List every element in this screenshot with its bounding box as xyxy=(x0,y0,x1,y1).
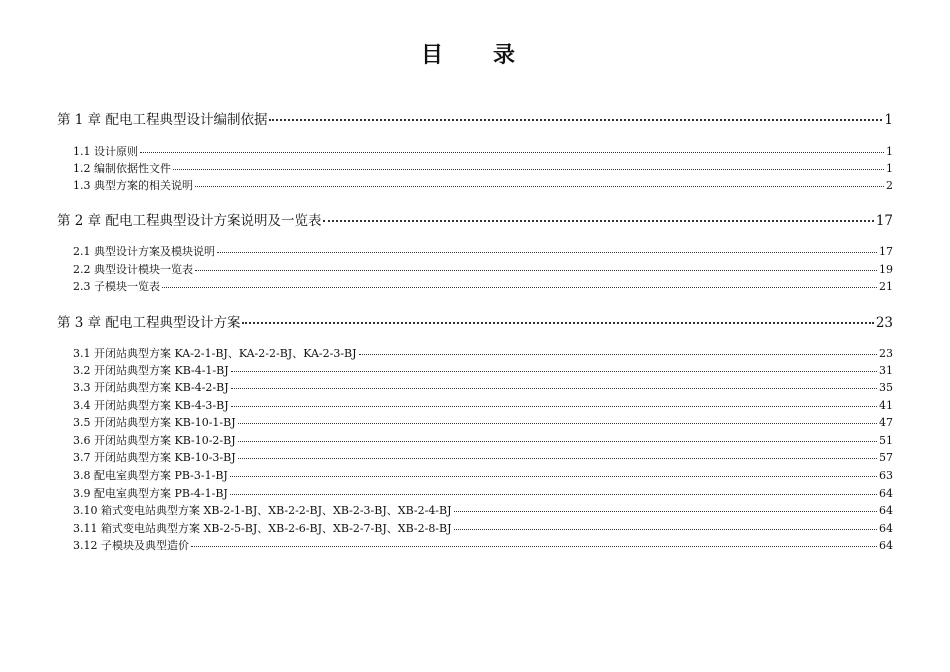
dot-leader xyxy=(231,387,877,389)
page-number: 57 xyxy=(879,451,893,464)
section-label: 3.4 开闭站典型方案 KB-4-3-BJ xyxy=(73,399,229,412)
dot-leader xyxy=(217,251,877,253)
dot-leader xyxy=(269,118,882,121)
dot-leader xyxy=(191,545,877,547)
section-label: 3.3 开闭站典型方案 KB-4-2-BJ xyxy=(73,381,229,394)
page-number: 23 xyxy=(875,315,893,331)
section-label: 2.3 子模块一览表 xyxy=(73,280,160,293)
toc-section-3-9[interactable] xyxy=(73,485,893,501)
page-number: 1 xyxy=(886,145,893,158)
page-number: 1 xyxy=(884,112,893,128)
toc-section-3-4[interactable] xyxy=(73,397,893,413)
section-label: 3.11 箱式变电站典型方案 XB-2-5-BJ、XB-2-6-BJ、XB-2-7-BJ、XB-2-8-BJ xyxy=(73,522,452,535)
dot-leader xyxy=(140,151,884,153)
toc-section-3-10[interactable] xyxy=(73,502,893,518)
chapter-label: 第 1 章 配电工程典型设计编制依据 xyxy=(57,112,268,128)
section-label: 3.2 开闭站典型方案 KB-4-1-BJ xyxy=(73,364,229,377)
page-number: 64 xyxy=(879,504,893,517)
toc-chapter-1[interactable] xyxy=(57,108,893,128)
chapter-label: 第 2 章 配电工程典型设计方案说明及一览表 xyxy=(57,213,322,229)
toc-section-3-5[interactable] xyxy=(73,414,893,430)
dot-leader xyxy=(242,321,873,324)
page-number: 35 xyxy=(879,381,893,394)
dot-leader xyxy=(238,422,877,424)
toc-section-3-11[interactable] xyxy=(73,520,893,536)
dot-leader xyxy=(238,440,877,442)
toc-section-3-8[interactable] xyxy=(73,467,893,483)
section-label: 3.5 开闭站典型方案 KB-10-1-BJ xyxy=(73,416,236,429)
dot-leader xyxy=(195,185,884,187)
section-label: 3.8 配电室典型方案 PB-3-1-BJ xyxy=(73,469,228,482)
toc-section-3-1[interactable] xyxy=(73,345,893,361)
page-number: 64 xyxy=(879,539,893,552)
page-number: 31 xyxy=(879,364,893,377)
page-number: 2 xyxy=(886,179,893,192)
section-label: 1.2 编制依据性文件 xyxy=(73,162,171,175)
page-number: 19 xyxy=(879,263,893,276)
dot-leader xyxy=(230,493,877,495)
page-number: 23 xyxy=(879,347,893,360)
toc-section-3-7[interactable] xyxy=(73,449,893,465)
toc-section-3-6[interactable] xyxy=(73,432,893,448)
toc-section-3-3[interactable] xyxy=(73,379,893,395)
toc-section-2-3[interactable] xyxy=(73,278,893,294)
dot-leader xyxy=(173,168,884,170)
toc-section-3-2[interactable] xyxy=(73,362,893,378)
toc-section-1-1[interactable] xyxy=(73,143,893,159)
dot-leader xyxy=(162,286,877,288)
dot-leader xyxy=(238,457,877,459)
dot-leader xyxy=(231,405,877,407)
section-label: 3.6 开闭站典型方案 KB-10-2-BJ xyxy=(73,434,236,447)
toc-section-1-2[interactable] xyxy=(73,160,893,176)
page-number: 17 xyxy=(875,213,893,229)
dot-leader xyxy=(231,370,877,372)
page-number: 64 xyxy=(879,487,893,500)
page-number: 17 xyxy=(879,245,893,258)
section-label: 1.1 设计原则 xyxy=(73,145,138,158)
toc-section-2-2[interactable] xyxy=(73,261,893,277)
dot-leader xyxy=(454,528,877,530)
toc-section-2-1[interactable] xyxy=(73,243,893,259)
page-number: 64 xyxy=(879,522,893,535)
dot-leader xyxy=(359,353,877,355)
toc-chapter-3[interactable] xyxy=(57,311,893,331)
toc-section-3-12[interactable] xyxy=(73,537,893,553)
section-label: 2.2 典型设计模块一览表 xyxy=(73,263,193,276)
chapter-label: 第 3 章 配电工程典型设计方案 xyxy=(57,315,241,331)
section-label: 3.7 开闭站典型方案 KB-10-3-BJ xyxy=(73,451,236,464)
page-number: 47 xyxy=(879,416,893,429)
toc-chapter-2[interactable] xyxy=(57,209,893,229)
section-label: 3.9 配电室典型方案 PB-4-1-BJ xyxy=(73,487,228,500)
dot-leader xyxy=(454,510,877,512)
section-label: 3.1 开闭站典型方案 KA-2-1-BJ、KA-2-2-BJ、KA-2-3-BJ xyxy=(73,347,357,360)
toc-title: 目 录 xyxy=(420,43,529,68)
page-number: 63 xyxy=(879,469,893,482)
section-label: 3.12 子模块及典型造价 xyxy=(73,539,189,552)
toc-section-1-3[interactable] xyxy=(73,177,893,193)
page-number: 21 xyxy=(879,280,893,293)
section-label: 3.10 箱式变电站典型方案 XB-2-1-BJ、XB-2-2-BJ、XB-2-3-BJ、XB-2-4-BJ xyxy=(73,504,452,517)
section-label: 1.3 典型方案的相关说明 xyxy=(73,179,193,192)
section-label: 2.1 典型设计方案及模块说明 xyxy=(73,245,215,258)
page-number: 51 xyxy=(879,434,893,447)
dot-leader xyxy=(323,219,873,222)
page-number: 41 xyxy=(879,399,893,412)
dot-leader xyxy=(195,269,877,271)
dot-leader xyxy=(230,475,877,477)
page-number: 1 xyxy=(886,162,893,175)
